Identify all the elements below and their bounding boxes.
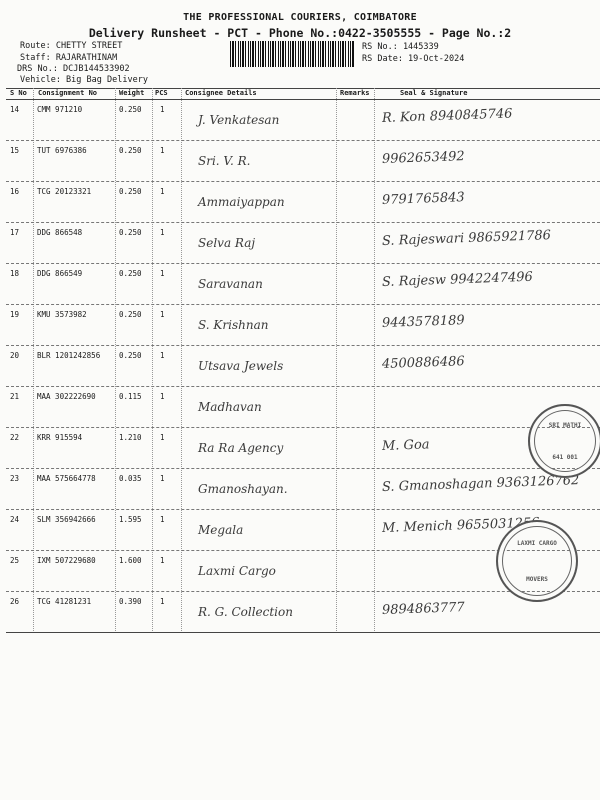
company-name: THE PROFESSIONAL COURIERS, COIMBATORE [183,12,417,23]
barcode [230,41,354,67]
cell-consignment: KMU 3573982 [37,310,87,319]
column-header: Consignment No [38,89,98,97]
cell-pcs: 1 [160,228,165,237]
runsheet-title: Delivery Runsheet - PCT - Phone No.:0422-3505555 - Page No.:2 [88,26,512,40]
stamp-text: SRI MATHI [548,422,582,429]
signature-handwritten: 9791765843 [381,190,465,208]
row-divider [6,468,600,469]
consignee-handwritten: Laxmi Cargo [198,564,276,578]
signature-handwritten: S. Rajeswari 9865921786 [381,228,552,249]
cell-pcs: 1 [160,597,165,606]
row-divider [6,140,600,141]
cell-sno: 22 [10,433,20,442]
column-header: Weight [119,89,145,97]
consignee-handwritten: Selva Raj [198,236,256,250]
row-divider [6,509,600,510]
consignee-handwritten: Ammaiyappan [198,195,285,209]
cell-weight: 1.600 [119,556,142,565]
cell-consignment: MAA 302222690 [37,392,96,401]
stamp-text: MOVERS [526,576,548,583]
cell-weight: 0.035 [119,474,142,483]
cell-weight: 0.390 [119,597,142,606]
cell-weight: 0.250 [119,105,142,114]
cell-sno: 18 [10,269,20,278]
cell-weight: 0.115 [119,392,142,401]
column-header: PCS [155,89,168,97]
cell-sno: 24 [10,515,20,524]
header-bottom-border [6,99,600,100]
signature-handwritten: 9894863777 [381,600,465,618]
cell-sno: 16 [10,187,20,196]
consignee-handwritten: Megala [198,523,244,537]
cell-pcs: 1 [160,433,165,442]
row-divider [6,427,600,428]
cell-sno: 21 [10,392,20,401]
cell-consignment: IXM 507229680 [37,556,96,565]
signature-handwritten: 9443578189 [381,313,465,331]
signature-handwritten: R. Kon 8940845746 [381,106,513,126]
cell-pcs: 1 [160,269,165,278]
column-header: S No [10,89,27,97]
consignee-handwritten: Madhavan [198,400,262,414]
consignee-handwritten: R. G. Collection [198,605,293,619]
seal-stamp [496,520,578,602]
cell-sno: 19 [10,310,20,319]
cell-weight: 1.210 [119,433,142,442]
consignee-handwritten: Sri. V. R. [198,154,251,168]
seal-stamp [528,404,600,478]
cell-consignment: DDG 866549 [37,269,83,278]
row-divider [6,181,600,182]
cell-consignment: BLR 1201242856 [37,351,101,360]
cell-sno: 25 [10,556,20,565]
route-label: Route: CHETTY STREET [20,41,123,51]
column-header: Consignee Details [185,89,257,97]
signature-handwritten: S. Rajesw 9942247496 [381,269,534,290]
consignee-handwritten: Gmanoshayan. [198,482,288,496]
consignee-handwritten: Utsava Jewels [198,359,284,373]
cell-sno: 17 [10,228,20,237]
signature-handwritten: 4500886486 [381,354,465,372]
cell-sno: 14 [10,105,20,114]
row-divider [6,345,600,346]
drs-label: DRS No.: DCJB144533902 [17,64,130,74]
signature-handwritten: M. Goa [381,437,430,454]
row-divider [6,263,600,264]
rs-number: RS No.: 1445339 [362,42,439,52]
cell-sno: 15 [10,146,20,155]
column-header: Seal & Signature [400,89,468,97]
vehicle-label: Vehicle: Big Bag Delivery [20,75,148,85]
cell-weight: 0.250 [119,187,142,196]
signature-handwritten: S. Gmanoshagan 9363126762 [381,473,580,495]
cell-consignment: TCG 41281231 [37,597,92,606]
cell-weight: 0.250 [119,269,142,278]
cell-consignment: MAA 575664778 [37,474,96,483]
staff-label: Staff: RAJARATHINAM [20,53,118,63]
cell-weight: 0.250 [119,310,142,319]
cell-consignment: SLM 356942666 [37,515,96,524]
cell-sno: 20 [10,351,20,360]
cell-consignment: KRR 915594 [37,433,83,442]
row-divider [6,632,600,633]
cell-pcs: 1 [160,556,165,565]
cell-pcs: 1 [160,105,165,114]
stamp-text: 641 001 [552,454,578,461]
row-divider [6,304,600,305]
signature-handwritten: 9962653492 [381,149,465,167]
rs-date: RS Date: 19-Oct-2024 [362,54,465,64]
consignee-handwritten: S. Krishnan [198,318,269,332]
cell-weight: 0.250 [119,351,142,360]
stamp-text: LAXMI CARGO [517,540,557,547]
cell-pcs: 1 [160,351,165,360]
cell-consignment: CMM 971210 [37,105,83,114]
cell-weight: 1.595 [119,515,142,524]
cell-pcs: 1 [160,474,165,483]
cell-pcs: 1 [160,310,165,319]
cell-sno: 23 [10,474,20,483]
cell-consignment: DDG 866548 [37,228,83,237]
cell-pcs: 1 [160,187,165,196]
consignee-handwritten: Saravanan [198,277,263,291]
cell-consignment: TUT 6976386 [37,146,87,155]
cell-pcs: 1 [160,146,165,155]
cell-sno: 26 [10,597,20,606]
column-header: Remarks [340,89,370,97]
cell-consignment: TCG 20123321 [37,187,92,196]
cell-weight: 0.250 [119,146,142,155]
signature-handwritten: M. Menich 9655031256 [381,515,540,536]
consignee-handwritten: J. Venkatesan [198,113,280,127]
row-divider [6,222,600,223]
cell-weight: 0.250 [119,228,142,237]
consignee-handwritten: Ra Ra Agency [198,441,284,455]
cell-pcs: 1 [160,392,165,401]
row-divider [6,386,600,387]
cell-pcs: 1 [160,515,165,524]
